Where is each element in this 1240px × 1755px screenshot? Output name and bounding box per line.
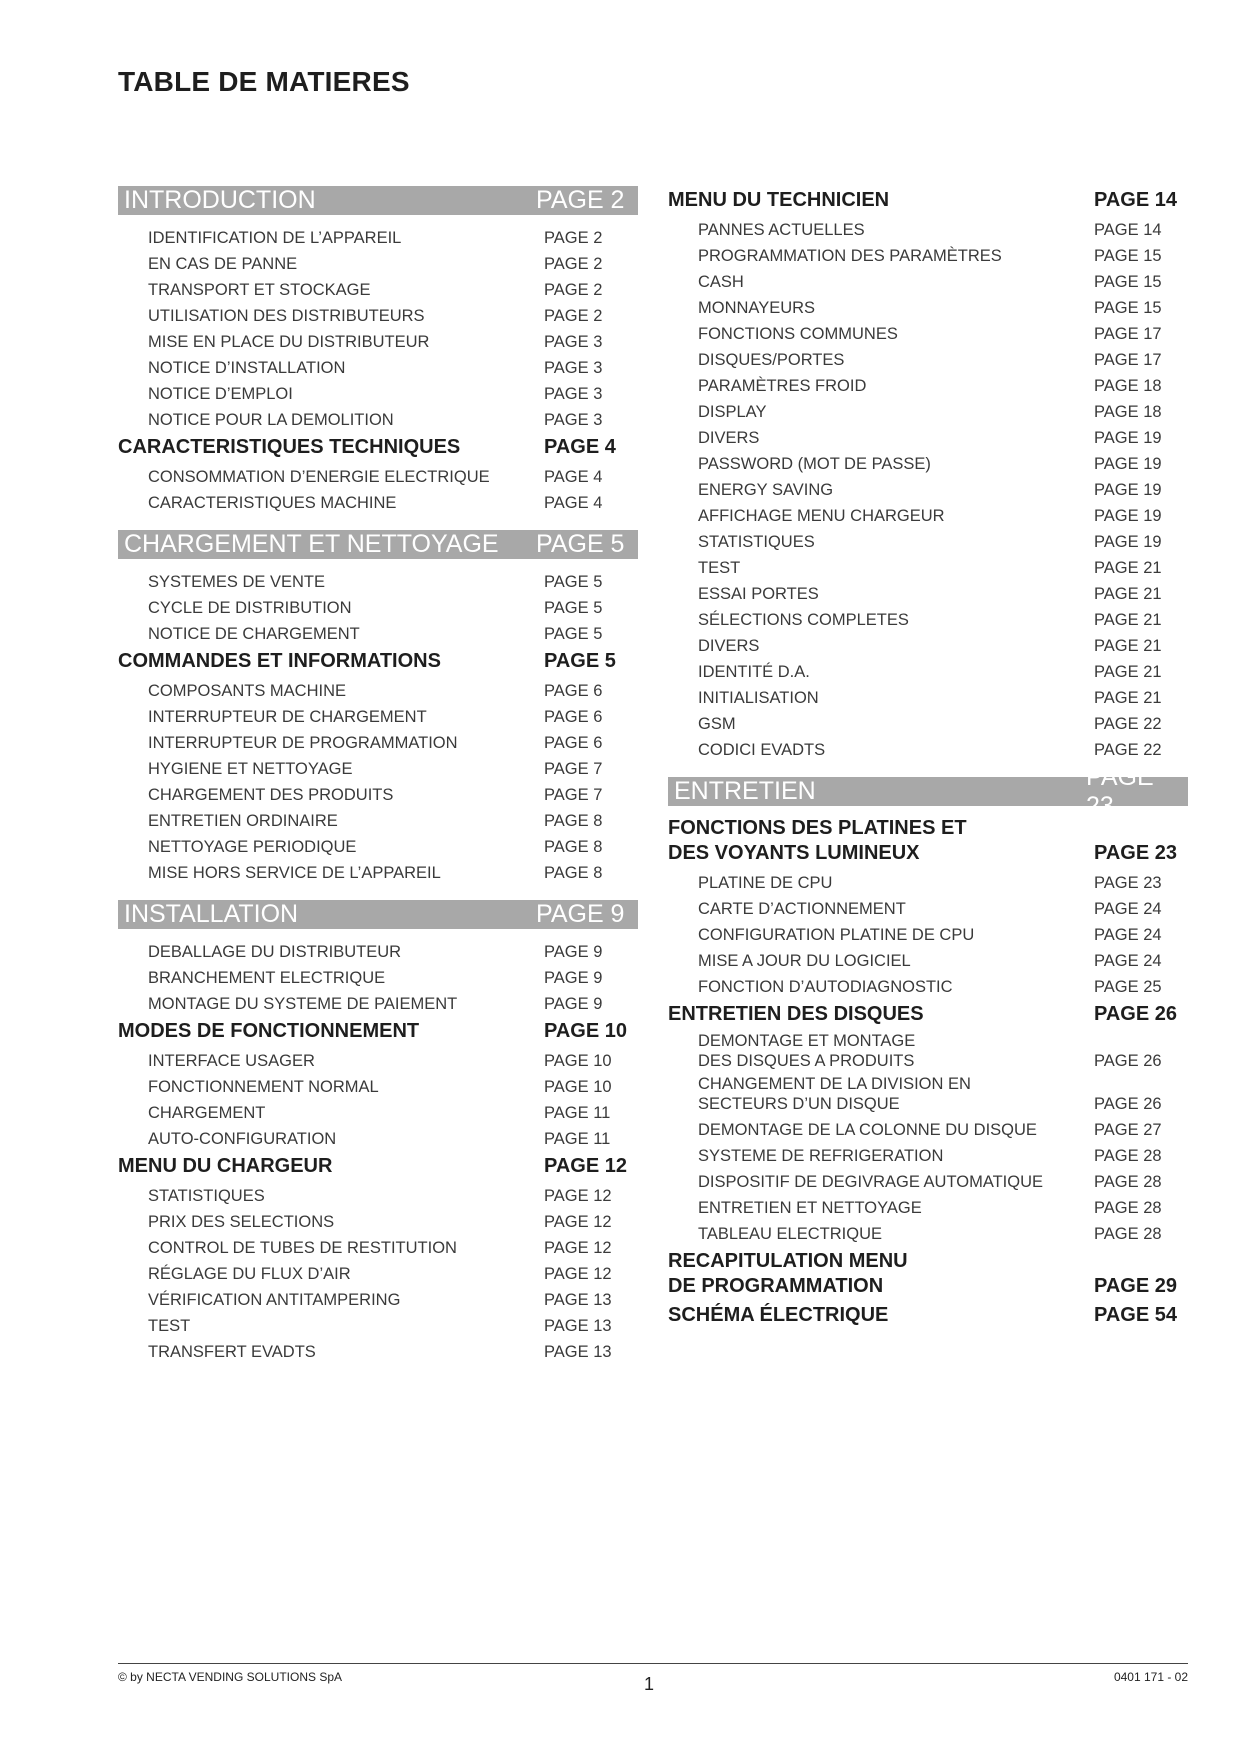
section-band-label: INSTALLATION — [124, 900, 299, 928]
toc-entry[interactable] — [668, 217, 1188, 243]
toc-entry[interactable] — [668, 685, 1188, 711]
toc-entry-label: TRANSFERT EVADTS — [148, 1343, 316, 1361]
toc-entry-label: DISPLAY — [698, 403, 767, 421]
toc-entry-label: UTILISATION DES DISTRIBUTEURS — [148, 307, 425, 325]
toc-entry-page: PAGE 19 — [1094, 507, 1162, 525]
section-band-page: PAGE 2 — [536, 186, 625, 214]
toc-entry-label: CODICI EVADTS — [698, 741, 826, 759]
toc-entry-label: AFFICHAGE MENU CHARGEUR — [698, 507, 945, 525]
toc-entry[interactable] — [118, 991, 638, 1017]
toc-entry[interactable] — [668, 659, 1188, 685]
toc-entry-label: MISE HORS SERVICE DE L’APPAREIL — [148, 864, 441, 882]
footer-copyright: © by NECTA VENDING SOLUTIONS SpA — [118, 1670, 343, 1684]
toc-entry-label: CARACTERISTIQUES MACHINE — [148, 494, 397, 512]
toc-entry[interactable] — [668, 974, 1188, 1000]
toc-entry[interactable] — [668, 529, 1188, 555]
section-heading-page: PAGE 26 — [1094, 1003, 1177, 1025]
toc-entry-label: INTERFACE USAGER — [148, 1052, 315, 1070]
toc-entry[interactable] — [668, 347, 1188, 373]
toc-entry-page: PAGE 2 — [544, 307, 603, 325]
toc-entry[interactable] — [668, 477, 1188, 503]
toc-entry[interactable] — [118, 329, 638, 355]
toc-entry-page: PAGE 15 — [1094, 299, 1162, 317]
toc-entry-page: PAGE 12 — [544, 1187, 612, 1205]
toc-entry[interactable] — [118, 860, 638, 886]
toc-entry-label: NOTICE POUR LA DEMOLITION — [148, 411, 394, 429]
toc-entry-page: PAGE 24 — [1094, 952, 1162, 970]
toc-entry[interactable] — [668, 711, 1188, 737]
toc-entry-page: PAGE 28 — [1094, 1173, 1162, 1191]
toc-entry-label: CYCLE DE DISTRIBUTION — [148, 599, 352, 617]
toc-entry[interactable] — [118, 303, 638, 329]
toc-entry[interactable] — [118, 1339, 638, 1365]
toc-entry[interactable] — [668, 269, 1188, 295]
section-heading[interactable] — [118, 649, 638, 674]
section-heading-label: ENTRETIEN DES DISQUES — [668, 1003, 924, 1025]
toc-entry-page: PAGE 4 — [544, 468, 603, 486]
toc-entry-page: PAGE 3 — [544, 385, 603, 403]
toc-entry[interactable] — [118, 1048, 638, 1074]
toc-entry-page: PAGE 21 — [1094, 559, 1162, 577]
toc-entry[interactable] — [668, 373, 1188, 399]
toc-entry[interactable] — [118, 965, 638, 991]
toc-entry[interactable] — [118, 1100, 638, 1126]
section-heading-page: PAGE 12 — [544, 1155, 627, 1177]
toc-entry-label: PROGRAMMATION DES PARAMÈTRES — [698, 247, 1002, 265]
toc-entry-page: PAGE 19 — [1094, 429, 1162, 447]
toc-entry-label: CHANGEMENT DE LA DIVISION EN SECTEURS D’UN DISQUE — [698, 1075, 971, 1113]
toc-entry-label: PLATINE DE CPU — [698, 874, 833, 892]
toc-entry-label: EN CAS DE PANNE — [148, 255, 298, 273]
toc-entry-label: TABLEAU ELECTRIQUE — [698, 1225, 882, 1243]
section-band-page: PAGE 5 — [536, 530, 625, 558]
section-band-label: ENTRETIEN — [674, 777, 816, 805]
toc-entry[interactable] — [118, 381, 638, 407]
toc-entry-label: DEMONTAGE DE LA COLONNE DU DISQUE — [698, 1121, 1037, 1139]
toc-entry-page: PAGE 21 — [1094, 611, 1162, 629]
toc-entry[interactable] — [668, 922, 1188, 948]
toc-entry-page: PAGE 19 — [1094, 481, 1162, 499]
toc-entry-page: PAGE 28 — [1094, 1199, 1162, 1217]
toc-entry[interactable] — [118, 407, 638, 433]
toc-entry[interactable] — [668, 555, 1188, 581]
toc-entry[interactable] — [118, 1313, 638, 1339]
toc-entry-page: PAGE 3 — [544, 359, 603, 377]
section-heading[interactable] — [118, 435, 638, 460]
section-band[interactable] — [118, 186, 638, 215]
toc-entry-label: IDENTIFICATION DE L’APPAREIL — [148, 229, 402, 247]
toc-entry-label: DEBALLAGE DU DISTRIBUTEUR — [148, 943, 402, 961]
toc-entry[interactable] — [118, 808, 638, 834]
section-band-label: INTRODUCTION — [124, 186, 316, 214]
toc-entry-page: PAGE 13 — [544, 1343, 612, 1361]
toc-entry-page: PAGE 2 — [544, 255, 603, 273]
toc-entry[interactable] — [668, 1195, 1188, 1221]
toc-entry-label: MISE A JOUR DU LOGICIEL — [698, 952, 911, 970]
toc-entry-label: DEMONTAGE ET MONTAGE DES DISQUES A PRODUITS — [698, 1032, 916, 1070]
toc-entry-page: PAGE 28 — [1094, 1225, 1162, 1243]
toc-entry-label: INTERRUPTEUR DE CHARGEMENT — [148, 708, 427, 726]
toc-entry[interactable] — [118, 569, 638, 595]
toc-entry-label: ENTRETIEN ORDINAIRE — [148, 812, 338, 830]
toc-entry-page: PAGE 15 — [1094, 273, 1162, 291]
toc-entry-page: PAGE 22 — [1094, 741, 1162, 759]
toc-entry-page: PAGE 12 — [544, 1213, 612, 1231]
toc-entry-label: PASSWORD (MOT DE PASSE) — [698, 455, 931, 473]
toc-entry-page: PAGE 18 — [1094, 403, 1162, 421]
section-heading[interactable] — [118, 1019, 638, 1044]
toc-entry-page: PAGE 9 — [544, 969, 603, 987]
toc-entry-label: BRANCHEMENT ELECTRIQUE — [148, 969, 386, 987]
section-heading-page: PAGE 29 — [1094, 1275, 1177, 1297]
toc-entry[interactable] — [118, 1126, 638, 1152]
toc-entry-label: NOTICE DE CHARGEMENT — [148, 625, 360, 643]
toc-entry-page: PAGE 19 — [1094, 455, 1162, 473]
toc-entry-label: ENTRETIEN ET NETTOYAGE — [698, 1199, 922, 1217]
toc-entry-page: PAGE 21 — [1094, 637, 1162, 655]
toc-entry[interactable] — [118, 225, 638, 251]
toc-entry-page: PAGE 18 — [1094, 377, 1162, 395]
section-heading-label: MENU DU TECHNICIEN — [668, 189, 890, 211]
toc-entry-label: DISPOSITIF DE DEGIVRAGE AUTOMATIQUE — [698, 1173, 1044, 1191]
section-spacer — [118, 886, 638, 900]
toc-entry-page: PAGE 8 — [544, 864, 603, 882]
toc-entry[interactable] — [118, 1183, 638, 1209]
toc-entry-label: CONTROL DE TUBES DE RESTITUTION — [148, 1239, 457, 1257]
toc-entry-label: CHARGEMENT — [148, 1104, 266, 1122]
section-heading[interactable] — [668, 188, 1188, 213]
toc-entry-page: PAGE 21 — [1094, 663, 1162, 681]
toc-entry-label: COMPOSANTS MACHINE — [148, 682, 347, 700]
toc-entry-page: PAGE 25 — [1094, 978, 1162, 996]
section-band-label: CHARGEMENT ET NETTOYAGE — [124, 530, 499, 558]
toc-entry-page: PAGE 21 — [1094, 585, 1162, 603]
toc-entry-label: TRANSPORT ET STOCKAGE — [148, 281, 371, 299]
toc-entry-label: MISE EN PLACE DU DISTRIBUTEUR — [148, 333, 430, 351]
toc-entry[interactable] — [118, 595, 638, 621]
toc-entry-label: TEST — [148, 1317, 191, 1335]
toc-entry-page: PAGE 26 — [1094, 1095, 1162, 1113]
toc-entry-page: PAGE 11 — [544, 1130, 611, 1148]
toc-entry-label: INITIALISATION — [698, 689, 819, 707]
toc-entry[interactable] — [668, 581, 1188, 607]
toc-entry[interactable] — [668, 607, 1188, 633]
toc-entry[interactable] — [118, 678, 638, 704]
toc-entry-label: NOTICE D’INSTALLATION — [148, 359, 346, 377]
section-heading-page: PAGE 10 — [544, 1020, 627, 1042]
toc-entry-label: CHARGEMENT DES PRODUITS — [148, 786, 394, 804]
section-heading-page: PAGE 23 — [1094, 842, 1177, 864]
toc-entry-page: PAGE 10 — [544, 1052, 612, 1070]
section-spacer — [118, 516, 638, 530]
toc-entry-page: PAGE 7 — [544, 786, 603, 804]
section-heading-page: PAGE 4 — [544, 436, 616, 458]
toc-entry-page: PAGE 2 — [544, 281, 603, 299]
toc-entry-page: PAGE 13 — [544, 1317, 612, 1335]
toc-entry-label: MONNAYEURS — [698, 299, 816, 317]
section-band[interactable] — [668, 762, 1188, 820]
toc-entry-label: STATISTIQUES — [698, 533, 815, 551]
toc-entry-page: PAGE 5 — [544, 573, 603, 591]
toc-entry-page: PAGE 2 — [544, 229, 603, 247]
toc-entry-label: FONCTIONS COMMUNES — [698, 325, 898, 343]
section-heading[interactable] — [668, 1002, 1188, 1027]
toc-entry-page: PAGE 4 — [544, 494, 603, 512]
toc-entry-label: STATISTIQUES — [148, 1187, 265, 1205]
toc-entry[interactable] — [118, 782, 638, 808]
toc-entry-page: PAGE 9 — [544, 995, 603, 1013]
toc-entry[interactable] — [668, 1169, 1188, 1195]
toc-entry[interactable] — [118, 1287, 638, 1313]
section-band[interactable] — [118, 900, 638, 929]
toc-entry[interactable] — [668, 737, 1188, 763]
page-title: TABLE DE MATIERES — [118, 66, 410, 97]
toc-entry-label: SÉLECTIONS COMPLETES — [698, 611, 909, 629]
toc-entry-page: PAGE 17 — [1094, 325, 1162, 343]
toc-entry[interactable] — [118, 277, 638, 303]
toc-entry-label: CONFIGURATION PLATINE DE CPU — [698, 926, 975, 944]
footer-divider — [118, 1663, 1188, 1664]
toc-entry[interactable] — [118, 704, 638, 730]
toc-entry[interactable] — [668, 243, 1188, 269]
toc-entry[interactable] — [118, 490, 638, 516]
toc-entry[interactable] — [668, 896, 1188, 922]
toc-entry[interactable] — [668, 1117, 1188, 1143]
toc-entry-page: PAGE 8 — [544, 812, 603, 830]
toc-entry[interactable] — [118, 730, 638, 756]
section-band-page: PAGE 9 — [536, 900, 625, 928]
toc-entry-page: PAGE 12 — [544, 1265, 612, 1283]
toc-entry[interactable] — [668, 399, 1188, 425]
toc-entry-page: PAGE 27 — [1094, 1121, 1162, 1139]
toc-entry-label: RÉGLAGE DU FLUX D’AIR — [148, 1265, 351, 1283]
toc-entry-label: VÉRIFICATION ANTITAMPERING — [148, 1291, 401, 1309]
section-heading-label: RECAPITULATION MENU DE PROGRAMMATION — [668, 1250, 908, 1297]
toc-entry[interactable] — [668, 1031, 1188, 1074]
toc-entry-label: NOTICE D’EMPLOI — [148, 385, 293, 403]
toc-entry[interactable] — [668, 295, 1188, 321]
toc-right-column — [668, 186, 1188, 1332]
toc-entry-page: PAGE 24 — [1094, 926, 1162, 944]
toc-entry-page: PAGE 22 — [1094, 715, 1162, 733]
toc-entry-label: SYSTEME DE REFRIGERATION — [698, 1147, 944, 1165]
toc-entry[interactable] — [668, 503, 1188, 529]
toc-entry[interactable] — [118, 464, 638, 490]
toc-left-column — [118, 186, 638, 1365]
toc-entry-page: PAGE 17 — [1094, 351, 1162, 369]
toc-entry-page: PAGE 28 — [1094, 1147, 1162, 1165]
section-heading-page: PAGE 14 — [1094, 189, 1177, 211]
toc-entry[interactable] — [668, 1074, 1188, 1117]
section-heading-page: PAGE 54 — [1094, 1304, 1177, 1326]
toc-entry-label: PANNES ACTUELLES — [698, 221, 865, 239]
toc-entry-label: FONCTIONNEMENT NORMAL — [148, 1078, 379, 1096]
toc-entry-page: PAGE 6 — [544, 734, 603, 752]
toc-entry-label: CASH — [698, 273, 744, 291]
toc-entry-page: PAGE 23 — [1094, 874, 1162, 892]
toc-entry-label: SYSTEMES DE VENTE — [148, 573, 325, 591]
toc-entry-label: NETTOYAGE PERIODIQUE — [148, 838, 357, 856]
toc-entry-label: CONSOMMATION D’ENERGIE ELECTRIQUE — [148, 468, 490, 486]
section-heading-label: CARACTERISTIQUES TECHNIQUES — [118, 436, 461, 458]
section-band[interactable] — [118, 530, 638, 559]
toc-entry[interactable] — [668, 633, 1188, 659]
toc-entry-page: PAGE 6 — [544, 708, 603, 726]
toc-entry-label: DIVERS — [698, 637, 760, 655]
toc-entry-label: IDENTITÉ D.A. — [698, 663, 810, 681]
toc-entry-page: PAGE 7 — [544, 760, 603, 778]
toc-entry-page: PAGE 15 — [1094, 247, 1162, 265]
section-heading[interactable] — [668, 1303, 1188, 1328]
toc-entry-label: ENERGY SAVING — [698, 481, 834, 499]
toc-entry-page: PAGE 6 — [544, 682, 603, 700]
section-heading[interactable] — [668, 1249, 1188, 1299]
toc-entry-page: PAGE 24 — [1094, 900, 1162, 918]
toc-entry-label: DIVERS — [698, 429, 760, 447]
toc-entry[interactable] — [668, 321, 1188, 347]
toc-entry[interactable] — [668, 948, 1188, 974]
toc-entry[interactable] — [118, 251, 638, 277]
toc-entry[interactable] — [118, 834, 638, 860]
toc-entry[interactable] — [118, 1261, 638, 1287]
toc-entry[interactable] — [668, 1221, 1188, 1247]
toc-entry[interactable] — [118, 621, 638, 647]
section-heading-label: MODES DE FONCTIONNEMENT — [118, 1020, 420, 1042]
toc-entry[interactable] — [118, 1209, 638, 1235]
toc-entry-label: HYGIENE ET NETTOYAGE — [148, 760, 353, 778]
toc-entry-label: PARAMÈTRES FROID — [698, 377, 867, 395]
toc-entry-page: PAGE 5 — [544, 599, 603, 617]
toc-entry-page: PAGE 12 — [544, 1239, 612, 1257]
toc-entry-page: PAGE 26 — [1094, 1052, 1162, 1070]
toc-entry-page: PAGE 3 — [544, 333, 603, 351]
toc-entry-label: GSM — [698, 715, 736, 733]
toc-entry-page: PAGE 19 — [1094, 533, 1162, 551]
toc-entry-label: TEST — [698, 559, 741, 577]
toc-entry-label: INTERRUPTEUR DE PROGRAMMATION — [148, 734, 458, 752]
toc-entry-page: PAGE 5 — [544, 625, 603, 643]
toc-entry-page: PAGE 21 — [1094, 689, 1162, 707]
toc-entry[interactable] — [668, 451, 1188, 477]
toc-entry-page: PAGE 14 — [1094, 221, 1162, 239]
toc-entry-label: DISQUES/PORTES — [698, 351, 845, 369]
footer-doc-code: 0401 171 - 02 — [1113, 1670, 1188, 1684]
toc-entry-page: PAGE 10 — [544, 1078, 612, 1096]
toc-entry-page: PAGE 13 — [544, 1291, 612, 1309]
toc-entry-page: PAGE 9 — [544, 943, 603, 961]
section-heading[interactable] — [118, 1154, 638, 1179]
section-heading-label: SCHÉMA ÉLECTRIQUE — [668, 1304, 889, 1326]
toc-entry-page: PAGE 3 — [544, 411, 603, 429]
section-heading-page: PAGE 5 — [544, 650, 616, 672]
toc-entry-label: CARTE D’ACTIONNEMENT — [698, 900, 906, 918]
toc-entry[interactable] — [118, 1235, 638, 1261]
toc-entry-page: PAGE 8 — [544, 838, 603, 856]
toc-entry[interactable] — [668, 425, 1188, 451]
section-heading-label: MENU DU CHARGEUR — [118, 1155, 333, 1177]
toc-entry-label: ESSAI PORTES — [698, 585, 819, 603]
toc-entry[interactable] — [668, 870, 1188, 896]
toc-entry[interactable] — [118, 756, 638, 782]
toc-entry[interactable] — [118, 939, 638, 965]
section-heading-label: COMMANDES ET INFORMATIONS — [118, 650, 441, 672]
section-band-page: PAGE 23 — [1086, 762, 1154, 820]
toc-entry-label: MONTAGE DU SYSTEME DE PAIEMENT — [148, 995, 458, 1013]
section-heading[interactable] — [668, 816, 1188, 866]
section-heading-label: FONCTIONS DES PLATINES ET DES VOYANTS LUMINEUX — [668, 817, 967, 864]
toc-entry[interactable] — [118, 1074, 638, 1100]
toc-entry-label: FONCTION D’AUTODIAGNOSTIC — [698, 978, 953, 996]
toc-entry[interactable] — [118, 355, 638, 381]
toc-entry-label: PRIX DES SELECTIONS — [148, 1213, 335, 1231]
toc-entry-page: PAGE 11 — [544, 1104, 611, 1122]
toc-entry[interactable] — [668, 1143, 1188, 1169]
toc-entry-label: AUTO-CONFIGURATION — [148, 1130, 337, 1148]
footer-page-number: 1 — [644, 1674, 655, 1694]
